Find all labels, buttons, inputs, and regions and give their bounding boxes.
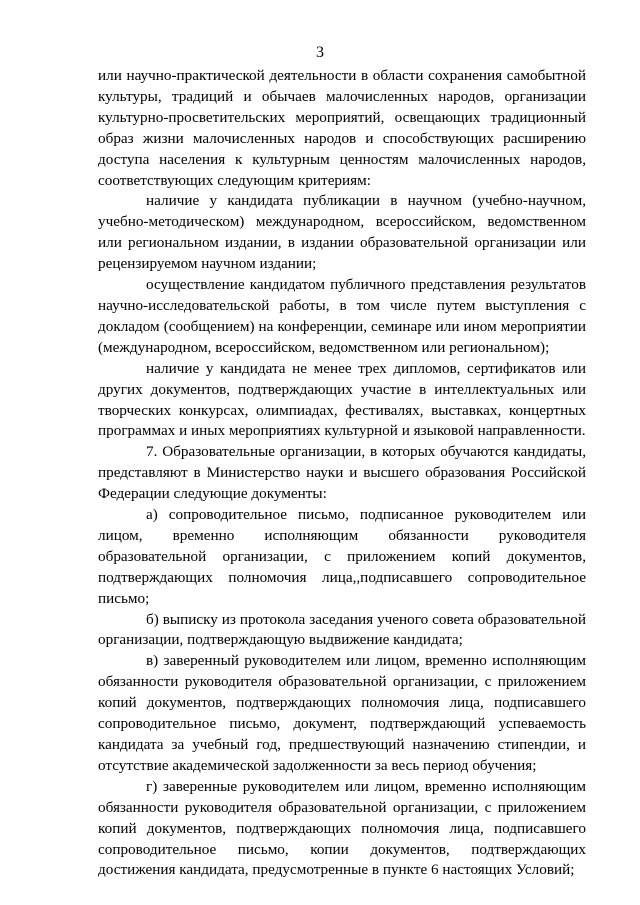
paragraph-1: или научно-практической деятельности в области сохранения самобытной культуры, традиций и обычаев малочисленных народов, организации культурно-просветительских мероприятий, освещающих традиционный образ жизни малочисленных народов и способствующих расширению доступа населения к культурным ценностям малочисленных народов, соответствующих следующим критериям:	[98, 67, 586, 189]
page-number: 3	[316, 44, 324, 61]
paragraph-item-g: г) заверенные руководителем или лицом, временно исполняющим обязанности руководителя образовательной организации, с приложением копий документов, подтверждающих полномочия лица, подписавшего сопроводительное письмо, копии документов, подтверждающих достижения кандидата, предусмотренные в пункте 6 настоящих Условий;	[98, 777, 586, 879]
paragraph-4: наличие у кандидата не менее трех дипломов, сертификатов или других документов, подтверждающих участие в интеллектуальных или творческих конкурсах, олимпиадах, фестивалях, выставках, концертных программах и иных мероприятиях культурной и языковой направленности.	[98, 359, 586, 440]
paragraph-item-v: в) заверенный руководителем или лицом, временно исполняющим обязанности руководителя образовательной организации, с приложением копий документов, подтверждающих полномочия лица, подписавшего сопроводительное письмо, документ, подтверждающий успеваемость кандидата за учебный год, предшествующий назначению стипендии, и отсутствие академической задолженности за весь период обучения;	[98, 652, 586, 774]
paragraph-item-7: 7. Образовательные организации, в которых обучаются кандидаты, представляют в Министерство науки и высшего образования Российской Федерации следующие документы:	[98, 443, 586, 503]
paragraph-item-a: а) сопроводительное письмо, подписанное руководителем или лицом, временно исполняющим обязанности руководителя образовательной организации, с приложением копий документов, подтверждающих полномочия лица,,подписавшего сопроводительное письмо;	[98, 506, 586, 607]
document-body	[98, 66, 586, 881]
paragraph-3: осуществление кандидатом публичного представления результатов научно-исследовательской работы, в том числе путем выступления с докладом (сообщением) на конференции, семинаре или ином мероприятии (международном, всероссийском, ведомственном или региональном);	[98, 276, 586, 356]
paragraph-item-b: б) выписку из протокола заседания ученого совета образовательной организации, подтверждающую выдвижение кандидата;	[98, 610, 586, 649]
paragraph-2: наличие у кандидата публикации в научном (учебно-научном, учебно-методическом) международном, всероссийском, ведомственном или региональном издании, в издании образовательной организации или рецензируемом научном издании;	[98, 192, 586, 273]
